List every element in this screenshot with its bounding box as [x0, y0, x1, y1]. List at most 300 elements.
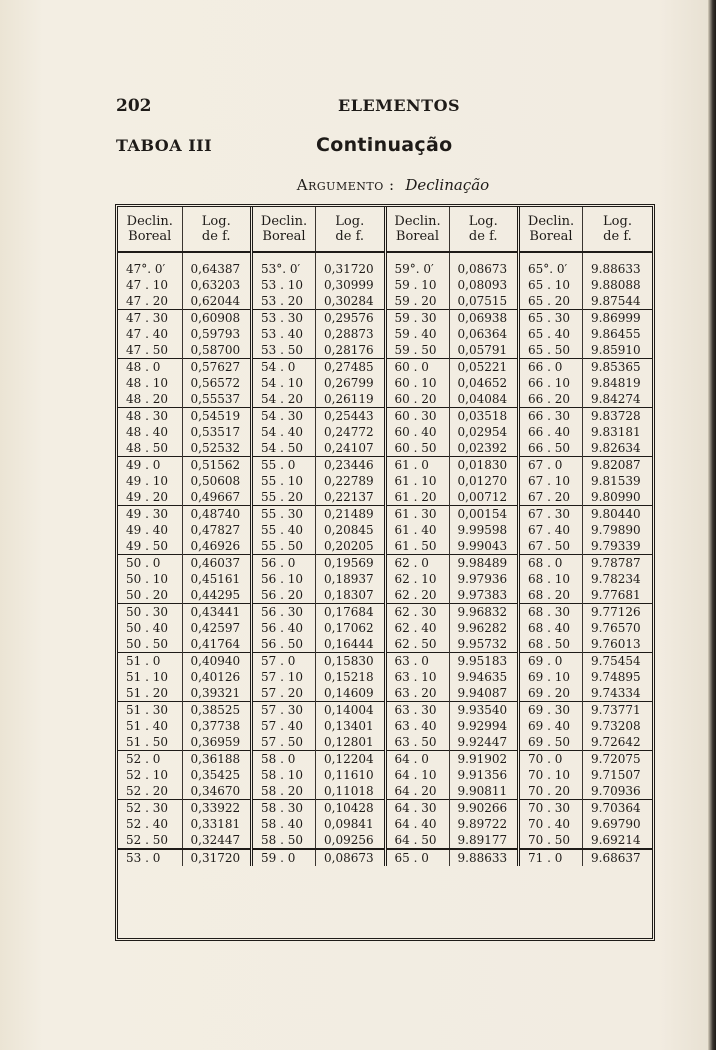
declination-cell: 56 . 50	[252, 636, 316, 653]
declination-cell: 58 . 20	[252, 783, 316, 800]
log-value-cell: 0,02954	[449, 424, 519, 440]
log-value-cell: 9.96282	[449, 620, 519, 636]
declination-cell: 70 . 40	[519, 816, 583, 832]
log-value-cell: 0,53517	[182, 424, 252, 440]
log-value-cell: 0,27485	[316, 359, 386, 376]
declination-cell: 55 . 50	[252, 538, 316, 555]
declination-cell: 52 . 20	[126, 784, 168, 798]
header-def-text: de f.	[335, 229, 365, 244]
header-def-text: de f.	[468, 229, 498, 244]
header-log-text: Log.	[603, 214, 632, 229]
table-row	[118, 538, 652, 555]
log-value-cell: 0,15830	[316, 653, 386, 670]
log-value-cell: 0,43441	[182, 604, 252, 621]
declination-cell: 51 . 20	[126, 686, 168, 700]
header-def-text: de f.	[603, 229, 632, 244]
column-header-log	[583, 207, 653, 252]
declination-cell: 61 . 40	[385, 522, 449, 538]
table-row	[118, 293, 652, 310]
declination-cell: 69 . 30	[519, 702, 583, 719]
declination-cell: 69 . 40	[519, 718, 583, 734]
declination-cell: 54 . 30	[252, 408, 316, 425]
log-value-cell: 0,07515	[449, 293, 519, 310]
log-value-cell: 9.69214	[583, 832, 653, 849]
table-row	[118, 800, 652, 817]
log-value-cell: 0,26799	[316, 375, 386, 391]
log-value-cell: 0,09256	[316, 832, 386, 849]
declination-cell: 61 . 30	[385, 506, 449, 523]
declination-cell: 55 . 40	[252, 522, 316, 538]
declination-cell: 47 . 50	[126, 343, 168, 357]
log-value-cell: 0,15218	[316, 669, 386, 685]
declination-cell: 64 . 20	[385, 783, 449, 800]
declination-cell: 60 . 10	[385, 375, 449, 391]
declination-cell: 59 . 10	[385, 277, 449, 293]
declination-cell: 49 . 0	[118, 457, 182, 474]
log-value-cell: 0,31720	[316, 252, 386, 277]
declination-cell: 66 . 50	[519, 440, 583, 457]
declination-cell: 69 . 50	[519, 734, 583, 751]
log-value-cell: 0,62044	[182, 293, 252, 310]
log-value-cell: 0,00154	[449, 506, 519, 523]
table-row	[118, 783, 652, 800]
declination-cell: 66 . 20	[519, 391, 583, 408]
log-value-cell: 9.79890	[583, 522, 653, 538]
log-value-cell: 0,46926	[182, 538, 252, 555]
log-value-cell: 0,22789	[316, 473, 386, 489]
log-value-cell: 9.74895	[583, 669, 653, 685]
log-value-cell: 9.77681	[583, 587, 653, 604]
log-value-cell: 9.95732	[449, 636, 519, 653]
log-value-cell: 9.97936	[449, 571, 519, 587]
table-label: TABOA III	[116, 136, 213, 155]
declination-cell: 66 . 40	[519, 424, 583, 440]
log-value-cell: 0,31720	[182, 849, 252, 866]
declination-cell: 65°. 0′	[519, 252, 583, 277]
declination-cell: 67 . 10	[519, 473, 583, 489]
declination-cell: 61 . 0	[385, 457, 449, 474]
declination-cell: 63 . 10	[385, 669, 449, 685]
log-value-cell: 9.94087	[449, 685, 519, 702]
declination-cell: 70 . 10	[519, 767, 583, 783]
declination-cell: 65 . 50	[519, 342, 583, 359]
table-row	[118, 669, 652, 685]
declination-cell: 49 . 20	[126, 490, 168, 504]
declination-cell: 48 . 50	[126, 441, 168, 455]
declination-cell: 60 . 40	[385, 424, 449, 440]
declination-cell: 69 . 20	[519, 685, 583, 702]
log-value-cell: 0,05221	[449, 359, 519, 376]
log-value-cell: 0,35425	[182, 767, 252, 783]
declination-cell: 60 . 30	[385, 408, 449, 425]
log-value-cell: 9.98489	[449, 555, 519, 572]
declination-cell: 47 . 40	[126, 327, 168, 341]
declination-cell: 51 . 50	[126, 735, 168, 749]
declination-cell: 67 . 0	[519, 457, 583, 474]
log-value-cell: 0,22137	[316, 489, 386, 506]
declination-cell: 69 . 10	[519, 669, 583, 685]
log-value-cell: 9.91902	[449, 751, 519, 768]
log-value-cell: 0,25443	[316, 408, 386, 425]
table-row	[118, 424, 652, 440]
declination-cell: 70 . 30	[519, 800, 583, 817]
declination-cell: 56 . 10	[252, 571, 316, 587]
table-body	[118, 252, 652, 866]
declination-cell: 50 . 0	[118, 555, 182, 572]
declination-cell: 48 . 40	[126, 425, 168, 439]
column-header-declination	[252, 207, 316, 252]
log-value-cell: 0,18937	[316, 571, 386, 587]
declination-cell: 51 . 0	[118, 653, 182, 670]
table-row	[118, 620, 652, 636]
log-value-cell: 9.82634	[583, 440, 653, 457]
table-row	[118, 571, 652, 587]
header-declin-text: Declin.	[260, 214, 308, 229]
declination-cell: 57 . 10	[252, 669, 316, 685]
log-value-cell: 0,33922	[182, 800, 252, 817]
declination-cell: 53 . 20	[252, 293, 316, 310]
log-value-cell: 0,58700	[182, 342, 252, 359]
log-value-cell: 0,08673	[316, 849, 386, 866]
log-value-cell: 9.92447	[449, 734, 519, 751]
declination-cell: 51 . 30	[118, 702, 182, 719]
argument-line	[0, 176, 716, 194]
log-value-cell: 0,21489	[316, 506, 386, 523]
declination-cell: 53°. 0′	[252, 252, 316, 277]
column-header-declination	[519, 207, 583, 252]
log-value-cell: 0,45161	[182, 571, 252, 587]
log-value-cell: 9.90266	[449, 800, 519, 817]
log-value-cell: 9.79339	[583, 538, 653, 555]
log-value-cell: 0,17062	[316, 620, 386, 636]
declination-cell: 58 . 0	[252, 751, 316, 768]
log-value-cell: 9.77126	[583, 604, 653, 621]
log-value-cell: 9.88088	[583, 277, 653, 293]
declination-cell: 66 . 10	[519, 375, 583, 391]
declination-cell: 56 . 0	[252, 555, 316, 572]
log-value-cell: 0,16444	[316, 636, 386, 653]
log-value-cell: 0,28176	[316, 342, 386, 359]
log-value-cell: 0,11610	[316, 767, 386, 783]
declination-cell: 49 . 40	[126, 523, 168, 537]
log-value-cell: 0,34670	[182, 783, 252, 800]
declination-cell: 68 . 40	[519, 620, 583, 636]
log-value-cell: 0,26119	[316, 391, 386, 408]
log-value-cell: 0,23446	[316, 457, 386, 474]
table-row	[118, 653, 652, 670]
log-value-cell: 9.92994	[449, 718, 519, 734]
log-value-cell: 0,47827	[182, 522, 252, 538]
declination-cell: 53 . 40	[252, 326, 316, 342]
log-value-cell: 9.81539	[583, 473, 653, 489]
log-value-cell: 9.90811	[449, 783, 519, 800]
declination-cell: 54 . 10	[252, 375, 316, 391]
log-value-cell: 9.86455	[583, 326, 653, 342]
log-value-cell: 0,06364	[449, 326, 519, 342]
log-value-cell: 0,44295	[182, 587, 252, 604]
declination-cell: 50 . 20	[126, 588, 168, 602]
table-row	[118, 277, 652, 293]
log-value-cell: 9.86999	[583, 310, 653, 327]
declination-cell: 50 . 10	[126, 572, 168, 586]
log-value-cell: 0,18307	[316, 587, 386, 604]
declination-cell: 57 . 50	[252, 734, 316, 751]
log-value-cell: 0,41764	[182, 636, 252, 653]
declination-cell: 55 . 30	[252, 506, 316, 523]
table-row	[118, 326, 652, 342]
log-value-cell: 9.76570	[583, 620, 653, 636]
log-value-cell: 0,08093	[449, 277, 519, 293]
header-boreal-text: Boreal	[262, 229, 306, 244]
declination-cell: 61 . 50	[385, 538, 449, 555]
header-declin-text: Declin.	[527, 214, 575, 229]
log-value-cell: 0,30284	[316, 293, 386, 310]
header-boreal-text: Boreal	[128, 229, 172, 244]
log-value-cell: 0,12801	[316, 734, 386, 751]
log-value-cell: 9.87544	[583, 293, 653, 310]
declination-cell: 64 . 30	[385, 800, 449, 817]
declination-cell: 57 . 30	[252, 702, 316, 719]
log-value-cell: 0,28873	[316, 326, 386, 342]
table-row	[118, 506, 652, 523]
log-value-cell: 9.89722	[449, 816, 519, 832]
declination-cell: 65 . 20	[519, 293, 583, 310]
table-row	[118, 342, 652, 359]
declination-cell: 68 . 10	[519, 571, 583, 587]
log-value-cell: 0,55537	[182, 391, 252, 408]
declination-cell: 63 . 50	[385, 734, 449, 751]
declination-cell: 48 . 0	[118, 359, 182, 376]
table-row	[118, 310, 652, 327]
log-value-cell: 9.89177	[449, 832, 519, 849]
declination-cell: 67 . 30	[519, 506, 583, 523]
column-header-log	[449, 207, 519, 252]
log-value-cell: 0,02392	[449, 440, 519, 457]
declination-cell: 67 . 50	[519, 538, 583, 555]
header-log-text: Log.	[201, 214, 231, 229]
declination-table-frame	[115, 204, 655, 941]
declination-cell: 53 . 50	[252, 342, 316, 359]
declination-cell: 52 . 0	[118, 751, 182, 768]
log-value-cell: 0,00712	[449, 489, 519, 506]
log-value-cell: 9.85910	[583, 342, 653, 359]
declination-cell: 56 . 30	[252, 604, 316, 621]
declination-cell: 50 . 40	[126, 621, 168, 635]
log-value-cell: 0,01270	[449, 473, 519, 489]
log-value-cell: 0,59793	[182, 326, 252, 342]
declination-cell: 62 . 50	[385, 636, 449, 653]
log-value-cell: 9.84274	[583, 391, 653, 408]
declination-cell: 68 . 30	[519, 604, 583, 621]
header-log-text: Log.	[335, 214, 365, 229]
log-value-cell: 9.73771	[583, 702, 653, 719]
continuation-title: Continuação	[316, 134, 453, 156]
header-boreal-text: Boreal	[395, 229, 440, 244]
log-value-cell: 9.80440	[583, 506, 653, 523]
declination-cell: 52 . 40	[126, 817, 168, 831]
log-value-cell: 0,30999	[316, 277, 386, 293]
declination-cell: 59 . 50	[385, 342, 449, 359]
declination-cell: 58 . 50	[252, 832, 316, 849]
table-row	[118, 849, 652, 866]
column-header-declination	[385, 207, 449, 252]
log-value-cell: 0,39321	[182, 685, 252, 702]
declination-cell: 59 . 20	[385, 293, 449, 310]
declination-cell: 69 . 0	[519, 653, 583, 670]
declination-cell: 70 . 20	[519, 783, 583, 800]
declination-cell: 70 . 50	[519, 832, 583, 849]
table-row	[118, 734, 652, 751]
log-value-cell: 9.96832	[449, 604, 519, 621]
declination-cell: 70 . 0	[519, 751, 583, 768]
declination-cell: 59 . 0	[252, 849, 316, 866]
log-value-cell: 0,57627	[182, 359, 252, 376]
log-value-cell: 0,37738	[182, 718, 252, 734]
declination-cell: 54 . 0	[252, 359, 316, 376]
declination-cell: 47°. 0′	[126, 262, 166, 276]
table-header-row	[118, 207, 652, 252]
log-value-cell: 9.72075	[583, 751, 653, 768]
log-value-cell: 9.88633	[583, 252, 653, 277]
declination-cell: 61 . 20	[385, 489, 449, 506]
log-value-cell: 0,52532	[182, 440, 252, 457]
table-row	[118, 718, 652, 734]
log-value-cell: 9.69790	[583, 816, 653, 832]
declination-cell: 49 . 50	[126, 539, 168, 553]
declination-cell: 62 . 10	[385, 571, 449, 587]
declination-cell: 59°. 0′	[385, 252, 449, 277]
declination-cell: 51 . 40	[126, 719, 168, 733]
log-value-cell: 0,04084	[449, 391, 519, 408]
table-row	[118, 832, 652, 849]
declination-cell: 61 . 10	[385, 473, 449, 489]
declination-cell: 49 . 30	[118, 506, 182, 523]
log-value-cell: 9.80990	[583, 489, 653, 506]
declination-cell: 66 . 30	[519, 408, 583, 425]
table-row	[118, 391, 652, 408]
log-value-cell: 9.97383	[449, 587, 519, 604]
log-value-cell: 9.76013	[583, 636, 653, 653]
log-value-cell: 0,64387	[182, 252, 252, 277]
log-value-cell: 9.78787	[583, 555, 653, 572]
log-value-cell: 0,10428	[316, 800, 386, 817]
log-value-cell: 0,19569	[316, 555, 386, 572]
table-row	[118, 457, 652, 474]
table-row	[118, 702, 652, 719]
column-header-declination	[118, 207, 182, 252]
log-value-cell: 0,08673	[449, 252, 519, 277]
declination-cell: 64 . 40	[385, 816, 449, 832]
declination-cell: 58 . 40	[252, 816, 316, 832]
declination-cell: 50 . 50	[126, 637, 168, 651]
log-value-cell: 0,14609	[316, 685, 386, 702]
log-value-cell: 0,54519	[182, 408, 252, 425]
declination-cell: 68 . 20	[519, 587, 583, 604]
log-value-cell: 0,06938	[449, 310, 519, 327]
log-value-cell: 9.95183	[449, 653, 519, 670]
declination-cell: 57 . 0	[252, 653, 316, 670]
declination-cell: 48 . 30	[118, 408, 182, 425]
log-value-cell: 9.91356	[449, 767, 519, 783]
column-header-log	[182, 207, 252, 252]
log-value-cell: 0,51562	[182, 457, 252, 474]
log-value-cell: 9.72642	[583, 734, 653, 751]
log-value-cell: 9.85365	[583, 359, 653, 376]
declination-cell: 59 . 30	[385, 310, 449, 327]
table-row	[118, 685, 652, 702]
log-value-cell: 0,20205	[316, 538, 386, 555]
log-value-cell: 0,17684	[316, 604, 386, 621]
log-value-cell: 0,63203	[182, 277, 252, 293]
declination-cell: 47 . 20	[126, 294, 168, 308]
running-title: ELEMENTOS	[338, 96, 461, 115]
log-value-cell: 0,11018	[316, 783, 386, 800]
log-value-cell: 9.99598	[449, 522, 519, 538]
table-row	[118, 489, 652, 506]
declination-cell: 65 . 0	[385, 849, 449, 866]
declination-cell: 68 . 50	[519, 636, 583, 653]
table-row	[118, 252, 652, 277]
log-value-cell: 9.70936	[583, 783, 653, 800]
header-log-text: Log.	[468, 214, 498, 229]
log-value-cell: 0,24107	[316, 440, 386, 457]
declination-cell: 65 . 30	[519, 310, 583, 327]
argument-value: Declinação	[405, 176, 490, 194]
log-value-cell: 0,12204	[316, 751, 386, 768]
declination-cell: 50 . 30	[118, 604, 182, 621]
declination-cell: 64 . 50	[385, 832, 449, 849]
log-value-cell: 0,32447	[182, 832, 252, 849]
declination-cell: 62 . 0	[385, 555, 449, 572]
declination-cell: 53 . 10	[252, 277, 316, 293]
table-row	[118, 522, 652, 538]
log-value-cell: 0,48740	[182, 506, 252, 523]
header-declin-text: Declin.	[394, 214, 441, 229]
declination-table	[118, 207, 652, 866]
log-value-cell: 0,14004	[316, 702, 386, 719]
declination-cell: 49 . 10	[126, 474, 168, 488]
declination-cell: 71 . 0	[519, 849, 583, 866]
log-value-cell: 9.82087	[583, 457, 653, 474]
log-value-cell: 9.78234	[583, 571, 653, 587]
declination-cell: 60 . 20	[385, 391, 449, 408]
header-declin-text: Declin.	[126, 214, 173, 229]
log-value-cell: 9.73208	[583, 718, 653, 734]
log-value-cell: 0,60908	[182, 310, 252, 327]
table-row	[118, 816, 652, 832]
table-row	[118, 473, 652, 489]
header-def-text: de f.	[201, 229, 231, 244]
log-value-cell: 9.94635	[449, 669, 519, 685]
page-header	[0, 96, 716, 120]
log-value-cell: 9.74334	[583, 685, 653, 702]
declination-cell: 59 . 40	[385, 326, 449, 342]
log-value-cell: 0,56572	[182, 375, 252, 391]
table-row	[118, 636, 652, 653]
declination-cell: 67 . 40	[519, 522, 583, 538]
table-row	[118, 767, 652, 783]
declination-cell: 56 . 20	[252, 587, 316, 604]
log-value-cell: 9.75454	[583, 653, 653, 670]
declination-cell: 62 . 20	[385, 587, 449, 604]
declination-cell: 47 . 10	[126, 278, 168, 292]
page-number: 202	[116, 96, 152, 116]
log-value-cell: 0,46037	[182, 555, 252, 572]
log-value-cell: 0,36959	[182, 734, 252, 751]
log-value-cell: 0,38525	[182, 702, 252, 719]
declination-cell: 65 . 40	[519, 326, 583, 342]
declination-cell: 64 . 0	[385, 751, 449, 768]
